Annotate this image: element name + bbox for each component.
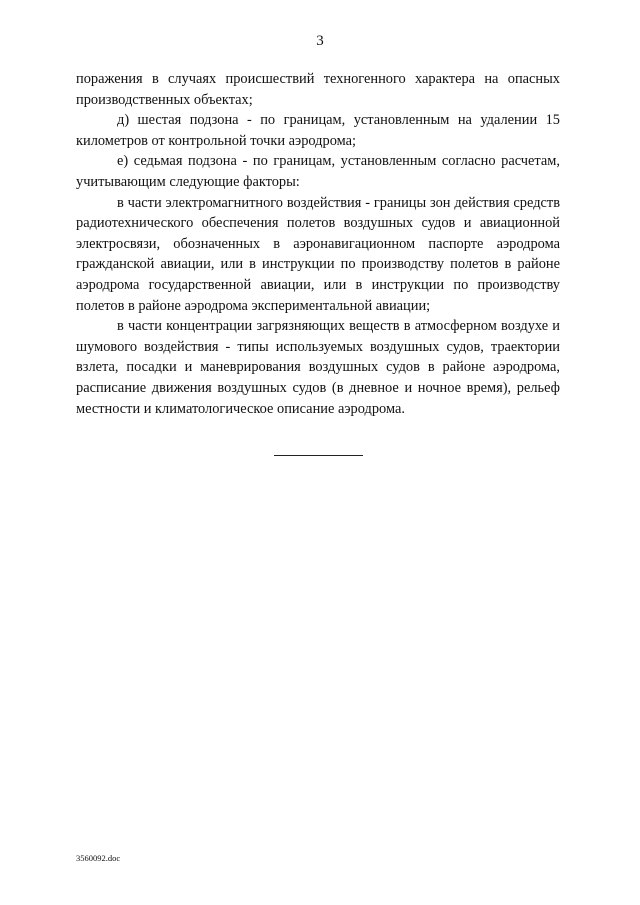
paragraph-electromagnetic: в части электромагнитного воздействия - границы зон действия средств радиотехнического обеспечения полетов воздушных судов и авиационной электросвязи, обозначенных в аэронавигационном паспорте аэродрома гражданской авиации, или в инструкции по производству полетов в районе аэродрома государственной авиации, или в инструкции по производству полетов в районе аэродрома экспериментальной авиации;	[76, 194, 560, 314]
paragraph-subzone-seven: е) седьмая подзона - по границам, установленным согласно расчетам, учитывающим следующие факторы:	[76, 153, 560, 190]
page-number: 3	[316, 33, 324, 49]
paragraph-continuation: поражения в случаях происшествий техногенного характера на опасных производственных объектах;	[76, 71, 560, 108]
end-of-text-rule	[274, 455, 363, 456]
paragraph-subzone-six: д) шестая подзона - по границам, установленным на удалении 15 километров от контрольной точки аэродрома;	[76, 112, 560, 149]
document-body	[76, 69, 560, 419]
footer-document-code: 3560092.doc	[76, 853, 121, 863]
paragraph-pollution-noise: в части концентрации загрязняющих веществ в атмосферном воздухе и шумового воздействия - типы используемых воздушных судов, траектории взлета, посадки и маневрирования воздушных судов в районе аэродрома, расписание движения воздушных судов (в дневное и ночное время), рельеф местности и климатологическое описание аэродрома.	[76, 318, 560, 417]
